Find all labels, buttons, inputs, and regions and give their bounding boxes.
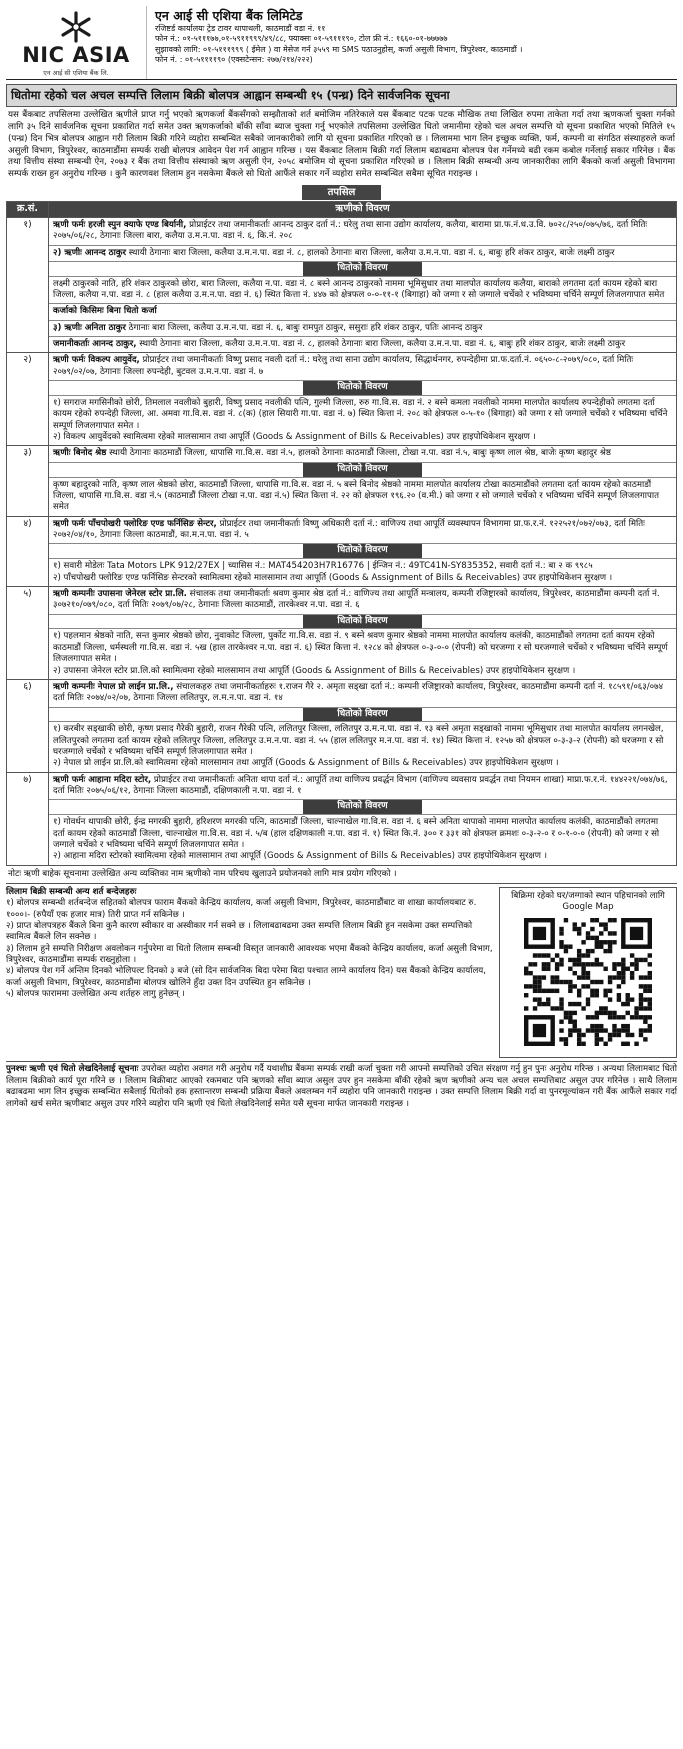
- collateral-details: [49, 396, 676, 445]
- collateral-item: २) विकल्प आयुर्वेदको स्वामित्वमा रहेको मालसामान तथा आपूर्ति (Goods & Assignment of Bills & Receivables) उपर हाइपोथिकेशन सुरक्षण ।: [53, 432, 536, 443]
- borrower-block: [49, 773, 676, 801]
- terms-item: ३) लिलाम हुने सम्पत्ति निरीक्षण अवलोकन गर्नुपरेमा वा धितो लिलाम सम्बन्धी विस्तृत जानकारी आवश्यक भएमा बैंकको केन्द्रिय कार्यालय, कर्जा असुली विभाग, त्रिपुरेश्वर, काठमाडौंमा सम्पर्क राख्नुहोला ।: [6, 943, 493, 966]
- borrower-block: [49, 304, 676, 320]
- collateral-heading: धितोको विवरण: [303, 615, 421, 629]
- borrower-block: [49, 218, 676, 246]
- borrower-text: संचालकहरु तथा जमानीकर्ताहरुः १.राजन गैरे २. अमृता सड्खा दर्ता नं.: कम्पनी रजिष्ट्रारको कार्यालय, त्रिपुरेश्वर, काठमाडौंमा कम्पनी दर्ता नं. १८५९१/०६३/०७४ दर्ता मितिः २०७४/०२/०७, ठेगानाः जिल्ला ललितपुर, ल.म.न.पा. वडा नं. १४: [53, 681, 664, 704]
- outro-title: पुनश्चः ऋणी एवं धितो लेखदिनेलाई सूचनाः: [6, 1064, 139, 1075]
- header-line: फोन नं. : ०१-५११११९० (एक्सटेन्सन: २७७/२१४/२२२): [155, 55, 313, 65]
- borrower-block: [49, 246, 676, 262]
- collateral-heading-wrap: [49, 708, 676, 723]
- notice-intro: यस बैंकबाट तपसिलमा उल्लेखित ऋणीले प्राप्त गर्नु भएको ऋणकर्जा बैंकसँगको सम्झौताको शर्त बमोजिम नतिरेकाले यस बैंकबाट पटक पटक मौखिक तथा लिखित रुपमा ताकेता गर्दा तथा ऋणकर्जा चुक्ता गर्नको लागि ३५ दिने सार्वजनिक सूचना प्रकाशित गर्दा समेत उक्त ऋणकर्जाको बाँकी साँवा ब्याज चुक्ता गर्नु भएकोले तपसिलमा उल्लेखित धितो जमानीमा रहेको चल अचल सम्पत्ति यो सूचना प्रकाशित भएको मितिले १५ (पन्ध्र) दिन भित्र बोलपत्र आह्वान गरी लिलाम बिक्री गरिने व्यहोरा सम्बन्धित सबैको जानकारीको लागि यो सूचना प्रकाशित गरिएको छ । लिलाममा भाग लिन इच्छुक व्यक्ति, फर्म, कम्पनी वा संगठित संस्थाहरुले कर्जा असुली विभाग, त्रिपुरेश्वर, काठमाडौंमा सम्पर्क राखी बोलपत्र आवेदन पेश गर्न आह्वान गरिन्छ । यस बैंकबाट लिलाम बिक्री गर्दा लिलाम बढाबढमा बोलपत्र पेश गर्नेमध्ये बढी रकम कबोल गर्नेलाई सकार गरिनेछ । बैंक तथा वित्तीय संस्था सम्बन्धी ऐन, २०७३ र बैंक तथा वित्तीय संस्थाको ऋण असुली ऐन, २०५८ बमोजिम यो सूचना प्रकाशित गरिएको छ । लिलाम बिक्री सम्बन्धी अन्य जानकारीका लागि बैंकको कर्जा असुली विभागमा सम्पर्क राख्न हुन अनुरोध गरिन्छ । कुनै कारणवश लिलाम हुन नसकेमा बैंकले सो धितो आफैंले सकार गर्ने व्यहोरा समेत सम्बन्धित सबैमा सूचित गराइन्छ ।: [8, 110, 675, 180]
- borrower-text: प्रोप्राईटर तथा जमानीकर्ताः विष्णु अधिकारी दर्ता नं.: वाणिज्य तथा आपूर्ति व्यवस्थापन विभागमा प्रा.फ.र.नं. १२२५२१/०७२/०७३, दर्ता मितिः २०७२/०४/१०, ठेगानाः जिल्ला काठमाडौं, का.म.न.पा. वडा नं. ५: [53, 518, 645, 541]
- collateral-item: २) उपासना जेनेरल स्टोर प्रा.लि.को स्वामित्वमा रहेको मालसामान तथा आपूर्ति (Goods & Assignment of Bills & Receivables) उपर हाइपोथिकेशन सुरक्षण ।: [53, 665, 576, 676]
- row-serial: १): [7, 217, 49, 353]
- snowflake-logo-icon: [53, 10, 99, 44]
- terms-title: लिलाम बिक्री सम्बन्धी अन्य शर्त बन्देजहरुः: [6, 887, 137, 898]
- table-row: [7, 516, 677, 586]
- row-details: [49, 586, 677, 679]
- table-body: [7, 217, 677, 865]
- bank-logo: [6, 6, 146, 79]
- qr-caption: बिक्रिमा रहेको घर/जग्गाको स्थान पहिचानको लागि: [511, 891, 665, 902]
- terms-list: [6, 887, 499, 1058]
- header-line: रजिष्टर्ड कार्यालयः ट्रेड टावर थापाथली, काठमाडौं वडा नं. ११: [155, 23, 326, 33]
- qr-box: [499, 887, 677, 1058]
- borrower-heading: जमानीकर्ताः आनन्द ठाकुर,: [53, 339, 137, 350]
- notice-title: धितोमा रहेको चल अचल सम्पत्ति लिलाम बिक्री बोलपत्र आह्वान सम्बन्धी १५ (पन्ध्र) दिने सार्वजनिक सूचना: [6, 84, 677, 107]
- terms-item: ५) बोलपत्र फाराममा उल्लेखित अन्य शर्तहरु लागु हुनेछन् ।: [6, 989, 185, 1000]
- collateral-details: [49, 722, 676, 771]
- borrower-block: [49, 680, 676, 708]
- borrower-text: प्रोप्राईटर तथा जमानीकर्ताः अनिता थापा दर्ता नं.: आपूर्ति तथा वाणिज्य प्रवर्द्धन विभाग (वाणिज्य व्यवसाय प्रवर्द्धन तथा नियमन शाखा) माप्रा.फ.र.नं. १४४२२१/०७४/७६, दर्ता मितिः २०७५/०६/१२, ठेगानाः जिल्ला काठमाडौं, दक्षिणकाली न.पा. वडा नं. १: [53, 774, 668, 797]
- terms-section: [6, 887, 677, 1058]
- row-serial: ६): [7, 679, 49, 772]
- borrower-block: [49, 337, 676, 352]
- row-details: [49, 217, 677, 353]
- table-header-row: [7, 202, 677, 218]
- borrower-block: [49, 446, 676, 462]
- borrower-block: [49, 353, 676, 381]
- borrower-text: स्थायी ठेगानाः काठमाडौं जिल्ला, धापासि गा.वि.स. वडा नं.५, हालको ठेगानाः काठमाडौं जिल्ला, टोखा न.पा. वडा नं.५, बाबुः कृष्ण लाल श्रेष्ठ, बाजेः कृष्ण बहादुर श्रेष्ठ: [109, 448, 611, 459]
- collateral-item: १) पहलमान श्रेष्ठको नाति, सन्त कुमार श्रेष्ठको छोरा, नुवाकोट जिल्ला, पुर्कोट गा.वि.स. वडा नं. ९ बस्ने श्रवण कुमार श्रेष्ठको नाममा मालपोत कार्यालय कलंकी, काठमाडौंको लगतमा दर्ता कायम रहेको काठमाडौं जिल्ला, धर्मस्थली गा.वि.स. वडा नं. ५ख (हाल तारकेश्वर न.पा. वडा नं. ६) स्थित कित्ता नं. १२८४ को क्षेत्रफल ०-३-०-० (रोपनी) को घरजग्गा र सो घरजग्गाले चर्चेको र भविष्यमा चर्चिने सम्पूर्ण लिजलगापात समेत ।: [53, 631, 668, 665]
- terms-item: १) बोलपत्र सम्बन्धी शर्तबन्देज सहितको बोलपत्र फाराम बैंकको केन्द्रिय कार्यालय, कर्जा असुली विभाग, त्रिपुरेश्वर, काठमाडौंबाट वा शाखा कार्यालयबाट रु. १०००।- (रुपैयाँ एक हजार मात्र) तिरी प्राप्त गर्न सकिनेछ ।: [6, 898, 477, 920]
- collateral-item: २) पाँचपोखरी फ्लोरिङ एण्ड फर्निसिङ सेन्टरको स्वामित्वमा रहेको मालसामान तथा आपूर्ति (Goods & Assignment of Bills & Receivables) उपर हाइपोथिकेशन सुरक्षण ।: [53, 572, 613, 583]
- collateral-heading: धितोको विवरण: [303, 262, 421, 276]
- borrower-text: ठेगानाः बारा जिल्ला, कलैया उ.म.न.पा. वडा नं. ६, बाबुः रामपुत ठाकुर, ससुराः हरि शंकर ठाकुर, पतिः आनन्द ठाकुर: [128, 322, 483, 333]
- tapsil-heading-wrap: [6, 185, 677, 200]
- collateral-details: [49, 277, 676, 305]
- borrower-block: [49, 321, 676, 337]
- borrower-heading: ऋणी फर्मः हरजी स्पुन क्याफे एण्ड बिर्यानी,: [53, 219, 187, 230]
- collateral-heading-wrap: [49, 381, 676, 396]
- collateral-item: लक्ष्मी ठाकुरको नाति, हरि शंकर ठाकुरको छोरा, बारा जिल्ला, कलैया न.पा. वडा नं. ८ बस्ने आनन्द ठाकुरको नाममा भूमिसुधार तथा मालपोत कार्यालय कलैया, बाराको लगतमा दर्ता कायम रहेको बारा जिल्ला, कलैया न.पा. वडा नं. ८ (हाल कलैया उ.म.न.पा. वडा नं. ६) स्थित कित्ता नं. ४४७ को क्षेत्रफल ०-०-११-१ (बिगाहा) को जग्गा र सो जग्गाले चर्चेको र भविष्यमा चर्चिने सम्पूर्ण लिजलगापात समेत: [53, 278, 665, 301]
- borrower-heading: ऋणी फर्मः विकल्प आयुर्वेद,: [53, 355, 140, 366]
- borrower-table: [6, 201, 677, 865]
- collateral-details: [49, 629, 676, 678]
- tapsil-heading: तपसिल: [302, 185, 382, 200]
- table-row: [7, 353, 677, 446]
- row-serial: ३): [7, 446, 49, 516]
- collateral-heading-wrap: [49, 463, 676, 478]
- outro-text: उपरोक्त व्यहोरा अवगत गरी अनुरोध गर्दै यथाशीघ्र बैंकमा सम्पर्क राखी कर्जा चुक्ता गरी आफ्नो सम्पत्तिको उचित संरक्षण गर्नु हुन पुनः अनुरोध गरिन्छ । अन्यथा लिलामबाट धितो लिलाम बिक्रीको कार्य पूरा गरिने छ । लिलाम बिक्रीबाट आएको रकमबाट पनि ऋणको साँवा ब्याज असुल उपर हुन नसकेमा बाँकी रहेको ऋण ऋणीको अन्य चल अचल सम्पत्तिबाट असुल उपर गरिनेछ । साथै लिलाम बढाबढमा भाग लिन इच्छुक सम्बन्धित सबैलाई धितोको हक हस्तान्तरण सम्बन्धी प्रक्रिया बैंकले अवलम्बन गर्ने व्यहोरा पनि जानकारी गराइन्छ । उक्त सम्पत्ति लिलाम बिक्री गर्दा वा पुनरमूल्यांकन गरी बैंक आफैंले सकार गर्दा लागेको खर्च समेत ऋणीबाट असुल उपर गरिने व्यहोरा पनि ऋणी एवं धितो लेखदिनेलाई समेत यसै सूचना मार्फत जानकारी गराइन्छ ।: [6, 1064, 678, 1109]
- qr-code-icon[interactable]: [524, 918, 652, 1046]
- row-details: [49, 679, 677, 772]
- borrower-text: संचालक तथा जमानीकर्ताः श्रवण कुमार श्रेष्ठ दर्ता नं.: वाणिज्य तथा आपूर्ति मन्त्रालय, कम्पनी रजिष्ट्रारको कार्यालय, त्रिपुरेश्वर, काठमाडौंमा कम्पनी दर्ता नं. ३०७२१०/०७९/०८०, दर्ता मितिः २०७९/०७/२८, ठेगानाः जिल्ला काठमाडौं, तारकेश्वर न.पा. वडा नं. ६: [53, 588, 660, 611]
- borrower-heading: ऋणी कम्पनीः उपासना जेनेरल स्टोर प्रा.लि.: [53, 588, 187, 599]
- collateral-heading-wrap: [49, 544, 676, 559]
- table-row: [7, 446, 677, 516]
- collateral-item: कृष्ण बहादुरको नाति, कृष्ण लाल श्रेष्ठको छोरा, काठमाडौं जिल्ला, धापासि गा.वि.स. वडा नं. ५ बस्ने बिनोद श्रेष्ठको नाममा मालपोत कार्यालय टोखा काठमाडौंको लगतमा दर्ता कायम रहेको काठमाडौं जिल्ला, धापासि गा.वि.स. वडा नं.५ (काठमाडौं जिल्ला टोखा न.पा. वडा नं.५) स्थित कित्ता नं. २२ को क्षेत्रफल १९६.२० (व.मी.) को जग्गा र सो जग्गाले चर्चेको र भविष्यमा चर्चिने सम्पूर्ण लिजलगापात समेत: [53, 479, 660, 513]
- terms-item: २) प्राप्त बोलपत्रहरु बैंकले बिना कुनै कारण स्वीकार वा अस्वीकार गर्न सक्ने छ । लिलाबढाबढमा उक्त सम्पत्ति लिलाम बिक्री हुन नसकेमा उक्त सम्पत्तिको स्वामित्व बैंकले लिन सक्नेछ ।: [6, 921, 473, 943]
- collateral-heading-wrap: [49, 615, 676, 630]
- terms-items: [6, 898, 493, 1000]
- borrower-block: [49, 587, 676, 615]
- header-line: फोन नं.: ०१-५१११७७,०१-५९११९९९/४९/८८, फ्याक्सः ०१-५९१११९०, टोल फ्री नं.: १६६०-०१-७७७७७: [155, 34, 448, 44]
- borrower-block: [49, 517, 676, 545]
- table-row: [7, 772, 677, 865]
- collateral-details: [49, 815, 676, 864]
- row-serial: ७): [7, 772, 49, 865]
- collateral-details: [49, 559, 676, 586]
- header: [6, 6, 677, 80]
- bank-name: एन आई सी एशिया बैंक लिमिटेड: [155, 8, 303, 23]
- collateral-item: १) सगराज मगसिनीको छोरी, तिमलाल नवलीको बुहारी, विष्णु प्रसाद नवलीकी पत्नि, गुल्मी जिल्ला, रुरु गा.वि.स. वडा नं. २ बस्ने कमला नवलीको नाममा मालपोत कार्यालय रुपन्देहीको लगतमा दर्ता कायम रहेको रुपन्देही जिल्ला, आ. अमवा गा.वि.स. वडा नं. ८(क) (हाल सियारी गा.पा. वडा नं. ७) स्थित कित्ता नं. २०८ को क्षेत्रफल ०-५-१० (बिगाहा) को जग्गा र सो जग्गाले चर्चेको र भविष्यमा चर्चिने सम्पूर्ण लिजलगापात समेत ।: [53, 398, 668, 431]
- collateral-item: २) नेपाल प्रो लाईन प्रा.लि.को स्वामित्वमा रहेको मालसामान तथा आपूर्ति (Goods & Assignment of Bills & Receivables) उपर हाइपोथिकेशन सुरक्षण ।: [53, 758, 559, 769]
- collateral-heading-wrap: [49, 800, 676, 815]
- borrower-heading: ऋणी कम्पनीः नेपाल प्रो लाईन प्रा.लि.,: [53, 681, 174, 692]
- collateral-heading: धितोको विवरण: [303, 463, 421, 477]
- row-details: [49, 446, 677, 516]
- borrower-heading: ३) ऋणीः अनिता ठाकुर: [53, 322, 126, 333]
- collateral-item: १) गोवर्धन थापाकी छोरी, ईन्द्र मगरकी बुहारी, हरिशरण मगरकी पत्नि, काठमाडौं जिल्ला, चाल्नाखेल गा.वि.स. वडा नं. ६ बस्ने अनिता थापाको नाममा मालपोत कार्यालय कलंकी, काठमाडौंको लगतमा दर्ता कायम रहेको काठमाडौं जिल्ला, चाल्नाखेल गा.वि.स. वडा नं. ५/ब (हाल दक्षिणकाली न.पा. वडा नं. १) स्थित कि.नं. ३०० र ३३१ को क्षेत्रफल क्रमशः ०-३-२-० र ०-१-०-० (रोपनी) को जग्गा र सो जग्गाले चर्चेको र भविष्यमा चर्चिने सम्पूर्ण लिजलगापात समेत ।: [53, 817, 660, 851]
- collateral-item: २) आहाना मदिरा स्टोरको स्वामित्वमा रहेको मालसामान तथा आपूर्ति (Goods & Assignment of Bills & Receivables) उपर हाइपोथिकेशन सुरक्षण ।: [53, 851, 547, 862]
- collateral-item: १) करबीर सड्खाकी छोरी, कृष्ण प्रसाद गैरेकी बुहारी, राजन गैरेकी पत्नि, ललितपुर जिल्ला, ललितपुर उ.म.न.पा. वडा नं. १३ बस्ने अमृता सड्खाको नाममा भूमिसुधार तथा मालपोत कार्यालय लगनखेल, ललितपुरको लगतमा दर्ता कायम रहेको ललितपुर जिल्ला, ललितपुर उ.म.न.पा. वडा नं. ५५ (हाल ललितपुर म.न.पा. वडा नं. १४) स्थित कित्ता नं. १२५७ को क्षेत्रफल ०-३-३-२ (रोपनी) को घरजग्गा र सो घरजग्गाले चर्चेको र भविष्यमा चर्चिने सम्पूर्ण लिजलगापात समेत ।: [53, 724, 664, 758]
- borrower-text: स्थायी ठेगानाः बारा जिल्ला, कलैया उ.म.न.पा. वडा नं. ८, हालको ठेगानाः बारा जिल्ला, कलैया उ.म.न.पा. वडा नं. ६, बाबुः हरि शंकर ठाकुर, बाजेः लक्ष्मी ठाकुर: [139, 339, 626, 350]
- collateral-heading: धितोको विवरण: [303, 381, 421, 395]
- row-details: [49, 353, 677, 446]
- table-row: [7, 217, 677, 353]
- collateral-item: १) सवारी मोडेलः Tata Motors LPK 912/27EX | च्यासिस नं.: MAT454203H7R16776 | ईन्जिन नं.: 49TC41N-SY835352, सवारी दर्ता नं.: बा २ क ९९८५: [53, 561, 593, 572]
- borrower-text: स्थायी ठेगानाः बारा जिल्ला, कलैया उ.म.न.पा. वडा नं. ८, हालको ठेगानाः बारा जिल्ला, कलैया उ.म.न.पा. वडा नं. ६, बाबुः हरि शंकर ठाकुर, बाजेः लक्ष्मी ठाकुर: [128, 247, 615, 258]
- row-details: [49, 772, 677, 865]
- borrower-text: प्रोप्राईटर तथा जमानीकर्ताः विष्णु प्रसाद नवली दर्ता नं.: घरेलु तथा साना उद्योग कार्यालय, सिद्धार्थनगर, रुपन्देहीमा प्रा.फ.दर्ता.नं. ०६५०-८-२०७९/०८०, दर्ता मितिः २०७९/०२/०७, ठेगानाः जिल्ला रुपन्देही, बुटवल उ.म.न.पा. वडा नं. ७: [53, 355, 634, 377]
- outro-section: [6, 1061, 677, 1110]
- borrower-heading: ऋणीः बिनोद श्रेष्ठ: [53, 448, 107, 459]
- collateral-details: [49, 478, 676, 516]
- bank-contact-info: [146, 6, 677, 79]
- borrower-heading: ऋणी फर्मः पाँचपोखरी फ्लोरिङ एण्ड फर्निसिङ सेन्टर,: [53, 518, 217, 529]
- borrower-heading: २) ऋणीः आनन्द ठाकुर: [53, 247, 126, 258]
- borrower-text: प्रोप्राईटर तथा जमानीकर्ताः आनन्द ठाकुर दर्ता नं.: घरेलु तथा साना उद्योग कार्यालय, कलैया, बारामा प्रा.फ.नं.ध.उ.वि. ७०२८/२५०/०७५/७६, दर्ता मितिः २०७५/०६/२८, ठेगानाः जिल्ला बारा, कलैया उ.म.न.पा. वडा नं. ६, कि.नं. २०८: [53, 219, 648, 242]
- col-sn-header: क्र.सं.: [7, 202, 49, 218]
- note: नोटः ऋणी बाहेक सूचनामा उल्लेखित अन्य व्यक्तिका नाम ऋणीको नाम परिचय खुलाउने प्रयोजनको लागि मात्र प्रयोग गरिएको ।: [6, 866, 677, 884]
- row-serial: ४): [7, 516, 49, 586]
- collateral-heading: धितोको विवरण: [303, 800, 421, 814]
- header-line: सुझावको लागि: ०१-५१११९९९ ( ईमेल ) वा मेसेज गर्न ३५५९ मा SMS पठाउनुहोस्, कर्जा असुली विभाग, त्रिपुरेश्वर, काठमाडौं ।: [155, 44, 523, 54]
- collateral-heading-wrap: [49, 262, 676, 277]
- col-details-header: ऋणीको विवरण: [49, 202, 677, 218]
- collateral-heading: धितोको विवरण: [303, 544, 421, 558]
- terms-item: ४) बोलपत्र पेश गर्ने अन्तिम दिनको भोलिपल्ट दिनको ३ बजे (सो दिन सार्वजनिक बिदा परेमा बिदा पश्चात लाग्ने कार्यालय दिन) यस बैंकको केन्द्रिय कार्यालय, कर्जा असुली विभाग, त्रिपुरेश्वर, काठमाडौंमा बोलपत्र खोलिने हुँदा उक्त दिन उपस्थित हुन सकिनेछ ।: [6, 966, 487, 988]
- table-row: [7, 679, 677, 772]
- row-details: [49, 516, 677, 586]
- collateral-heading: धितोको विवरण: [303, 708, 421, 722]
- borrower-heading: कर्जाको किसिमः बिना धितो कर्जा: [53, 306, 157, 317]
- brand-tagline: एन आई सी एशिया बैंक लि.: [43, 69, 109, 77]
- row-serial: ५): [7, 586, 49, 679]
- brand-name: NIC ASIA: [22, 43, 130, 67]
- qr-label: Google Map: [562, 902, 614, 913]
- table-row: [7, 586, 677, 679]
- row-serial: २): [7, 353, 49, 446]
- borrower-heading: ऋणी फर्मः आहाना मदिरा स्टोर,: [53, 774, 152, 785]
